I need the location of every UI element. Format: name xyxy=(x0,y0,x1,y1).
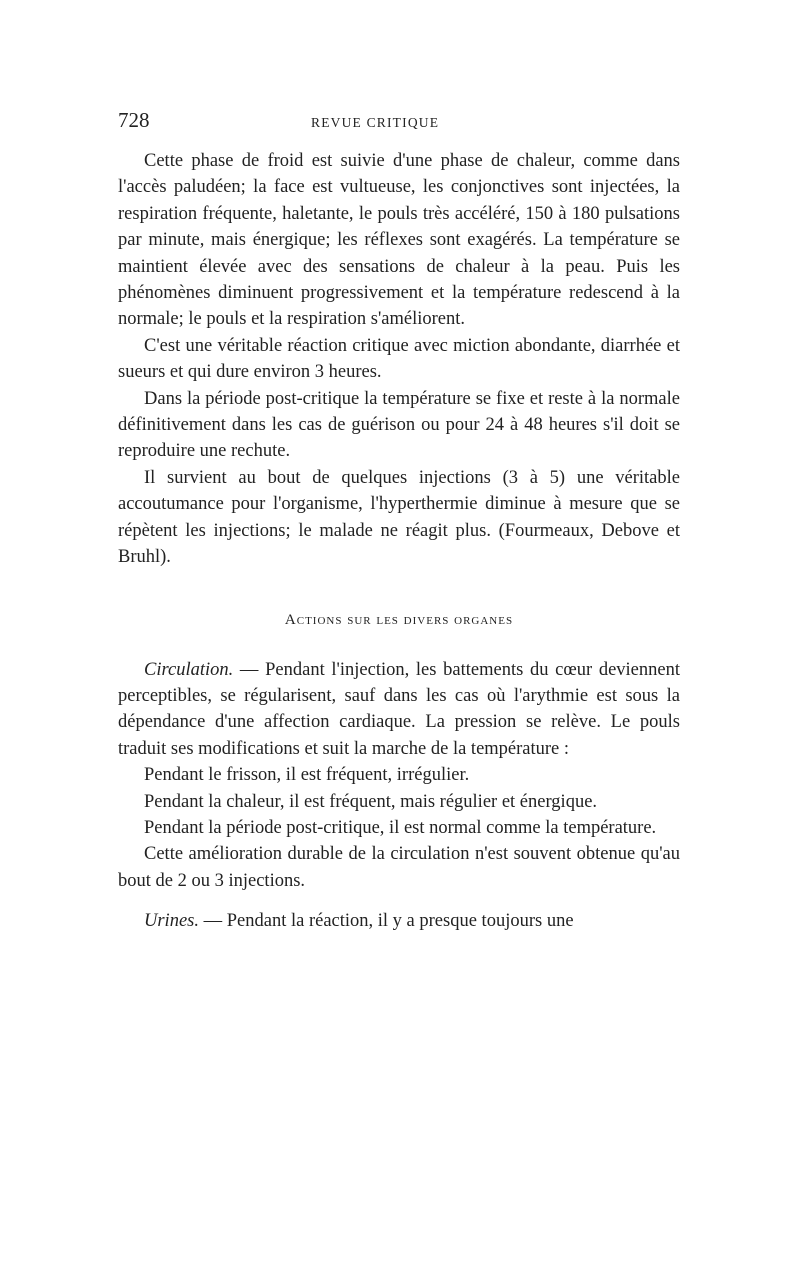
urines-label: Urines. xyxy=(144,911,199,932)
paragraph-fever-phase: Cette phase de froid est suivie d'une phase de chaleur, comme dans l'accès paludéen; la face est vultueuse, les conjonctives sont injectées, la respiration fréquente, haletante, le pouls très accéléré, 150 à 180 pulsations par minute, mais énergique; les réflexes sont exagérés. La température se maintient élevée avec des sensations de chaleur à la peau. Puis les phénomènes diminuent progressivement et la température redescend à la normale; le pouls et la respiration s'améliorent. xyxy=(118,151,680,330)
page-number: 728 xyxy=(118,108,150,132)
paragraph-urines xyxy=(118,908,680,934)
paragraph-amelioration: Cette amélioration durable de la circulation n'est souvent obtenue qu'au bout de 2 ou 3 injections. xyxy=(118,844,680,891)
circulation-label: Circulation. xyxy=(144,659,234,680)
page-header xyxy=(118,108,680,148)
circulation-text: — Pendant l'injection, les battements du cœur deviennent perceptibles, se régularisent, sauf dans les cas où l'arythmie est sous la dépendance d'une affection cardiaque. La pression se relève. Le pouls traduit ses modifications et suit la marche de la température : xyxy=(118,659,680,759)
section-heading: Actions sur les divers organes xyxy=(284,611,514,628)
paragraph-post-critique: Pendant la période post-critique, il est normal comme la température. xyxy=(144,817,657,838)
paragraph-post-critical: Dans la période post-critique la température se fixe et reste à la normale définitivement dans les cas de guérison ou pour 24 à 48 heures s'il doit se reproduire une rechute. xyxy=(118,388,680,462)
paragraph-chaleur: Pendant la chaleur, il est fréquent, mais régulier et énergique. xyxy=(144,791,598,812)
paragraph-critical-reaction: C'est une véritable réaction critique avec miction abondante, diarrhée et sueurs et qui dure environ 3 heures. xyxy=(118,335,680,383)
urines-text: — Pendant la réaction, il y a presque toujours une xyxy=(199,911,574,932)
running-title: REVUE CRITIQUE xyxy=(311,115,440,130)
paragraph-circulation xyxy=(118,657,680,763)
paragraph-frisson: Pendant le frisson, il est fréquent, irrégulier. xyxy=(144,765,470,786)
book-page xyxy=(118,108,680,935)
paragraph-accoutumance: Il survient au bout de quelques injections (3 à 5) une véritable accoutumance pour l'organisme, l'hyperthermie diminue à mesure que se répètent les injections; le malade ne réagit plus. (Fourmeaux, Debove et Bruhl). xyxy=(118,467,680,568)
